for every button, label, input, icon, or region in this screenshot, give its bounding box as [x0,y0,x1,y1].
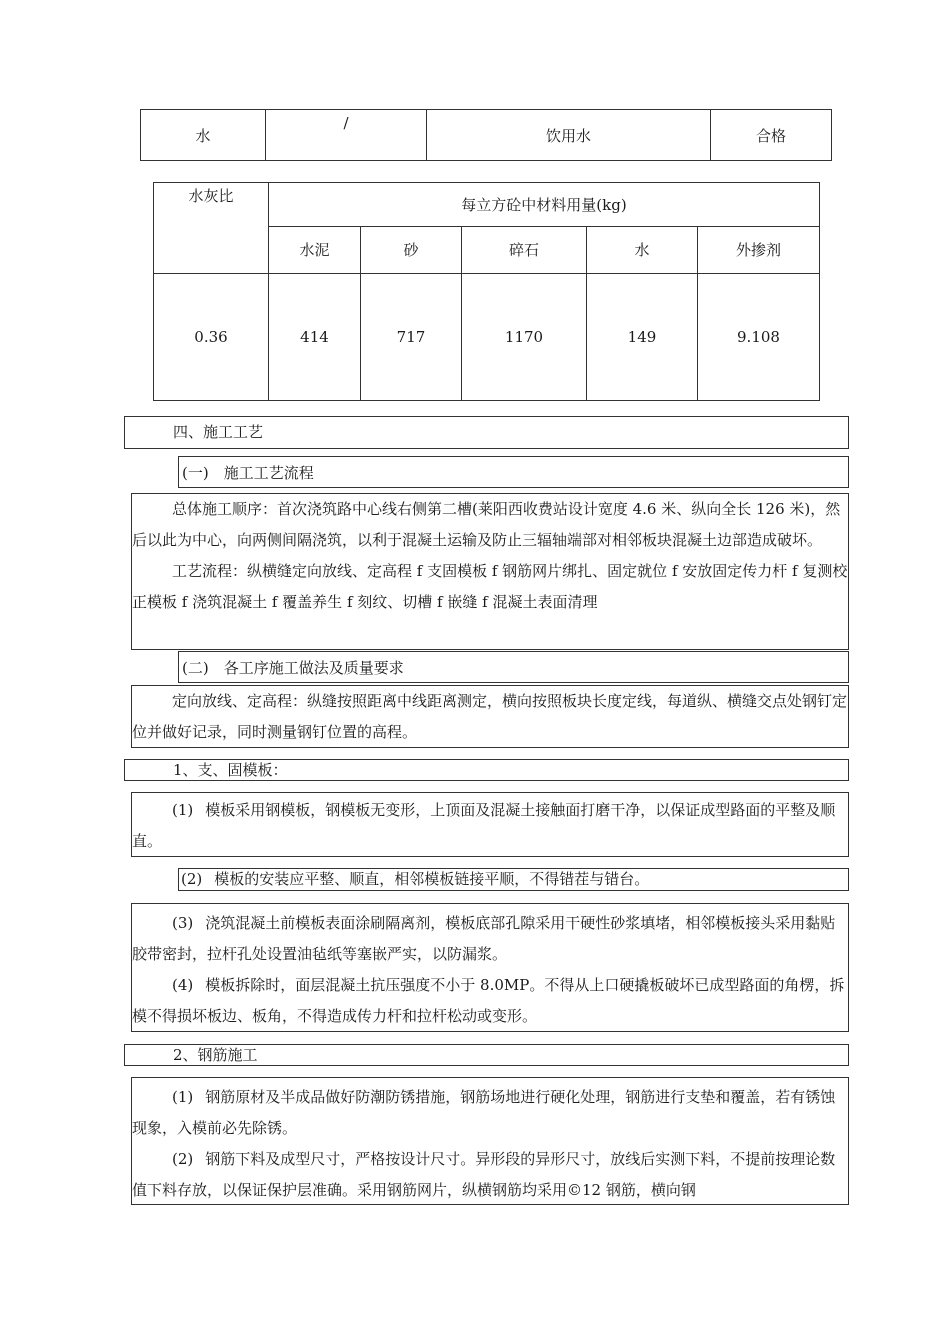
subheading-box [178,651,849,683]
formwork-item-1 [132,795,848,857]
section-title: 四、施工工艺 [173,423,264,441]
table-header-cell: 砂 [361,226,462,273]
table-header-cell: 水 [587,226,698,273]
table-row [141,110,832,161]
formwork-item-box [178,868,849,891]
item-number: (2) [181,870,203,888]
table-cell: 717 [361,274,462,401]
table-cell: 合格 [711,110,832,161]
table-cell: 9.108 [698,274,820,401]
table-header-cell: 水灰比 [154,183,269,274]
table-row [154,183,820,227]
water-material-table [140,109,832,161]
formwork-item-box [131,792,849,857]
rebar-item-2 [132,1144,848,1206]
formwork-item-4 [132,970,848,1032]
subheading-process-flow: (一) 施工工艺流程 [182,464,314,482]
formwork-title-box [124,759,849,781]
item-text: 钢筋下料及成型尺寸，严格按设计尺寸。异形段的异形尺寸，放线后实测下料，不提前按理论数值下料存放，以保证保护层准确。采用钢筋网片，纵横钢筋均采用©12 钢筋，横向钢 [132,1150,836,1199]
formwork-title: 1、支、固模板： [173,761,288,779]
table-header-cell: 碎石 [462,226,587,273]
item-text: 模板的安装应平整、顺直，相邻模板链接平顺，不得错茬与错台。 [214,870,650,888]
item-number: (1) [172,1088,194,1106]
table-header-cell: 外掺剂 [698,226,820,273]
item-number: (2) [172,1150,194,1168]
item-number: (1) [172,801,194,819]
table-cell: 水 [141,110,266,161]
item-text: 模板采用钢模板，钢模板无变形，上顶面及混凝土接触面打磨干净，以保证成型路面的平整及顺直。 [132,801,836,850]
table-cell: 414 [269,274,361,401]
table-header-cell: 水泥 [269,226,361,273]
section-title-box [124,416,849,449]
table-cell: / [266,110,427,161]
table-cell: 饮用水 [427,110,711,161]
table-row [154,274,820,401]
rebar-title: 2、钢筋施工 [173,1046,258,1064]
rebar-title-box [124,1044,849,1066]
item-number: (4) [172,976,194,994]
item-text: 钢筋原材及半成品做好防潮防锈措施，钢筋场地进行硬化处理，钢筋进行支垫和覆盖，若有锈蚀现象，入模前必先除锈。 [132,1088,836,1137]
item-number: (3) [172,914,194,932]
process-flow-paragraph: 工艺流程：纵横缝定向放线、定高程 f 支固模板 f 钢筋网片绑扎、固定就位 f 安放固定传力杆 f 复测校正模板 f 浇筑混凝土 f 覆盖养生 f 刻纹、切槽 f 嵌缝 f 混凝土表面清理 [132,562,848,611]
formwork-item-3 [132,908,848,970]
layout-paragraph: 定向放线、定高程：纵缝按照距离中线距离测定，横向按照板块长度定线，每道纵、横缝交点处钢钉定位并做好记录，同时测量钢钉位置的高程。 [132,692,848,741]
table-cell: 149 [587,274,698,401]
subheading-box [178,456,849,488]
item-text: 浇筑混凝土前模板表面涂刷隔离剂，模板底部孔隙采用干硬性砂浆填堵，相邻模板接头采用黏贴胶带密封，拉杆孔处设置油毡纸等塞嵌严实，以防漏浆。 [132,914,836,963]
mix-proportion-table [153,182,820,401]
subheading-procedures: (二) 各工序施工做法及质量要求 [182,659,404,677]
table-header-cell: 每立方砼中材料用量(kg) [269,183,820,227]
construction-sequence-paragraph: 总体施工顺序：首次浇筑路中心线右侧第二槽(莱阳西收费站设计宽度 4.6 米、纵向全长 126 米)，然后以此为中心，向两侧间隔浇筑，以利于混凝土运输及防止三辐轴端部对相邻板块混凝土边部造成破坏。 [132,500,841,549]
rebar-item-box [131,1077,849,1205]
layout-text-box [131,685,849,748]
table-cell: 0.36 [154,274,269,401]
table-cell: 1170 [462,274,587,401]
process-text-box [131,493,849,650]
rebar-item-1 [132,1082,848,1144]
formwork-item-box [131,903,849,1032]
item-text: 模板拆除时，面层混凝土抗压强度不小于 8.0MP。不得从上口硬撬板破坏已成型路面的角楞，拆模不得损坏板边、板角，不得造成传力杆和拉杆松动或变形。 [132,976,845,1025]
